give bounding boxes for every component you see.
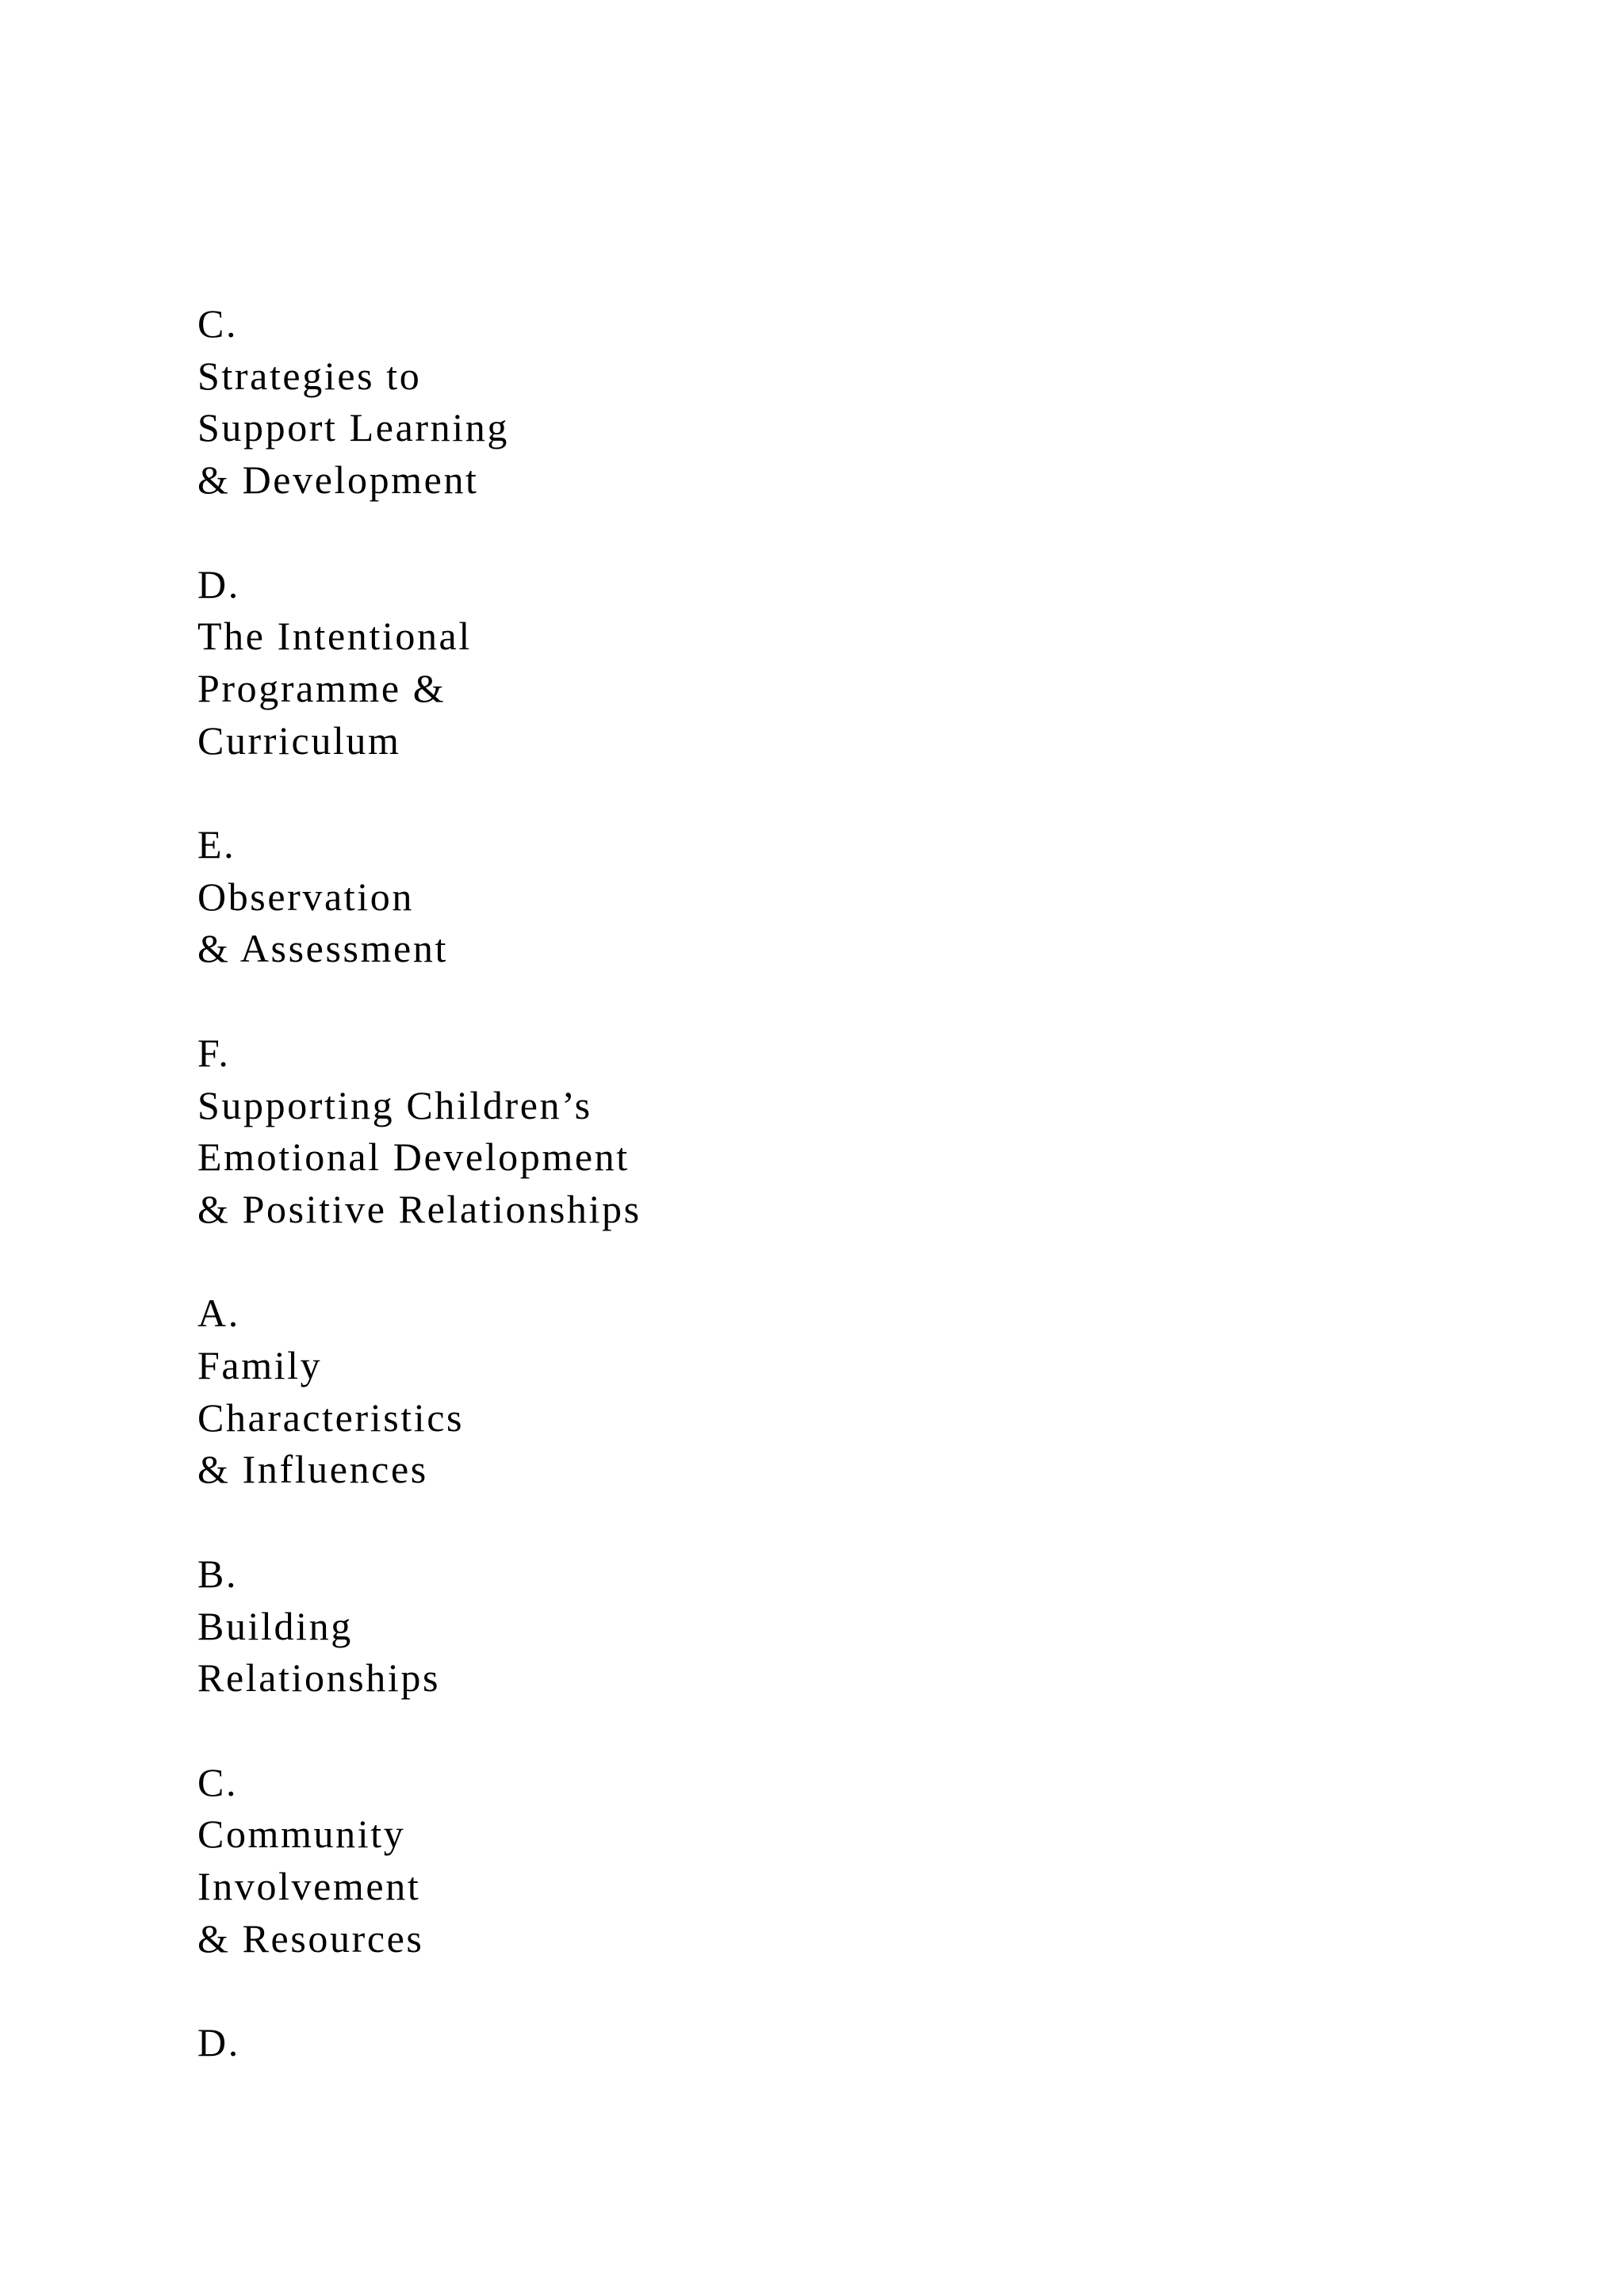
section-text-line: Observation — [197, 874, 414, 919]
section-letter: E. — [197, 822, 236, 867]
section-letter: A. — [197, 1291, 240, 1336]
section-letter: D. — [197, 561, 240, 607]
section-b-relationships — [197, 1548, 1545, 1705]
section-letter: C. — [197, 1759, 239, 1804]
section-c-strategies — [197, 298, 1545, 507]
section-text-line: Relationships — [197, 1655, 441, 1701]
section-c-community — [197, 1757, 1545, 1965]
section-text-line: Characteristics — [197, 1395, 465, 1440]
section-text-line: Supporting Children’s — [197, 1082, 592, 1127]
section-letter: F. — [197, 1030, 231, 1075]
section-text-line: Emotional Development — [197, 1135, 630, 1180]
section-text-line: Strategies to — [197, 353, 422, 398]
section-text-line: & Influences — [197, 1447, 428, 1492]
section-f-emotional — [197, 1027, 1545, 1236]
section-letter: B. — [197, 1551, 239, 1596]
section-text-line: Programme & — [197, 665, 446, 710]
section-text-line: & Assessment — [197, 926, 448, 971]
section-text-line: Community — [197, 1812, 406, 1857]
section-text-line: Building — [197, 1603, 353, 1648]
section-text-line: & Positive Relationships — [197, 1186, 642, 1231]
section-d-continued — [197, 2017, 1545, 2069]
document-body — [197, 298, 1545, 2121]
section-text-line: Support Learning — [197, 405, 509, 450]
section-text-line: Family — [197, 1343, 323, 1387]
section-letter: C. — [197, 301, 239, 346]
section-text-line: Curriculum — [197, 718, 401, 763]
section-text-line: Involvement — [197, 1864, 421, 1908]
section-d-programme — [197, 559, 1545, 767]
section-letter: D. — [197, 2020, 240, 2065]
section-text-line: The Intentional — [197, 614, 472, 659]
section-text-line: & Resources — [197, 1915, 424, 1961]
section-e-observation — [197, 819, 1545, 975]
section-a-family — [197, 1288, 1545, 1496]
section-text-line: & Development — [197, 457, 479, 503]
